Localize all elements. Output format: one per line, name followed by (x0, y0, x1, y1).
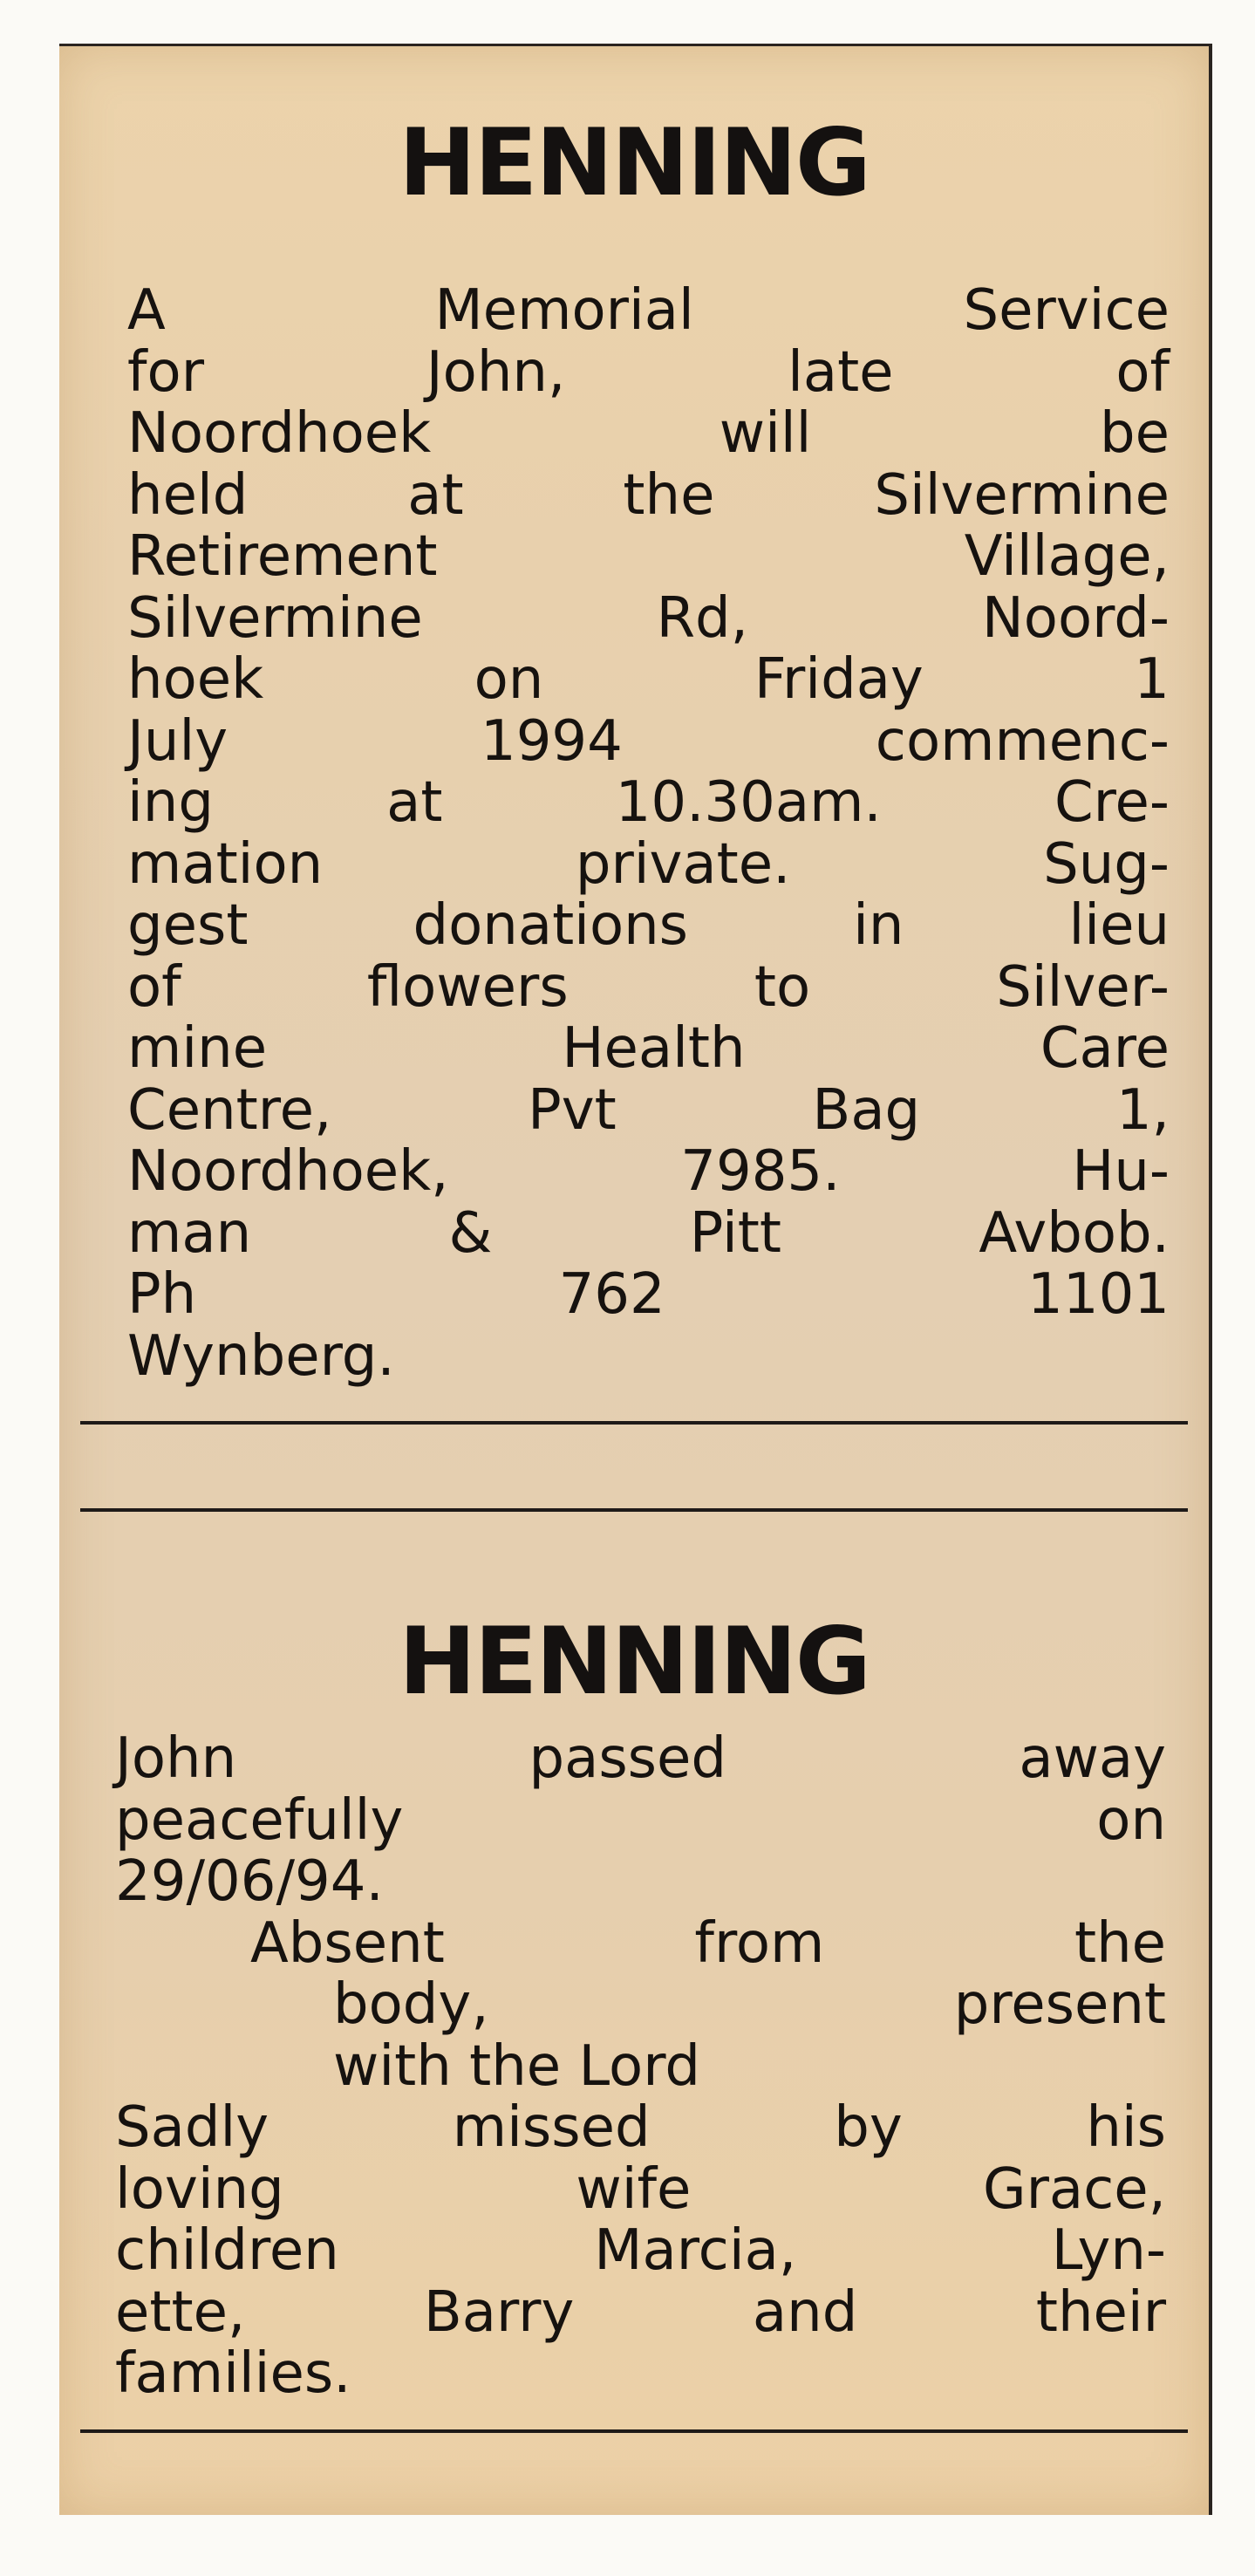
text-line: ette, Barry and their (115, 2279, 1166, 2345)
text-line: man & Pitt Avbob. (127, 1200, 1170, 1266)
death-notice-text (115, 1728, 1166, 2405)
divider-rule (80, 1508, 1188, 1512)
newspaper-clipping (59, 44, 1212, 2515)
memorial-notice (59, 46, 1209, 1425)
text-line: for John, late of (127, 339, 1170, 405)
text-line: John passed away (115, 1726, 1166, 1791)
bottom-rule (80, 2429, 1188, 2433)
memorial-notice-heading: HENNING (399, 109, 870, 216)
text-line: loving wife Grace, (115, 2156, 1166, 2222)
text-line: held at the Silvermine (127, 462, 1170, 528)
text-line: of flowers to Silver- (127, 954, 1170, 1020)
memorial-notice-text (127, 280, 1170, 1387)
text-line: body, present (333, 1972, 1166, 2037)
text-line: mine Health Care (127, 1016, 1170, 1081)
text-line: Noordhoek will be (127, 401, 1170, 466)
text-line: mation private. Sug- (127, 831, 1170, 897)
text-line: Centre, Pvt Bag 1, (127, 1077, 1170, 1143)
text-line: Retirement Village, (127, 524, 1170, 589)
text-line: peacefully on (115, 1787, 1166, 1853)
text-line: Ph 762 1101 (127, 1262, 1170, 1327)
death-notice-heading: HENNING (399, 1608, 870, 1715)
text-line: ing at 10.30am. Cre- (127, 770, 1170, 835)
text-line: families. (115, 2341, 351, 2406)
divider-rule (80, 1421, 1188, 1425)
text-line: children Marcia, Lyn- (115, 2218, 1166, 2283)
text-line: July 1994 commenc- (127, 708, 1170, 774)
text-line: Wynberg. (127, 1323, 395, 1389)
text-line: 29/06/94. (115, 1849, 384, 1914)
text-line: Sadly missed by his (115, 2095, 1166, 2160)
text-line: A Memorial Service (127, 278, 1170, 343)
death-notice (59, 1529, 1209, 2471)
text-line: gest donations in lieu (127, 893, 1170, 958)
text-line: with the Lord (333, 2033, 700, 2099)
text-line: Noordhoek, 7985. Hu- (127, 1139, 1170, 1204)
text-line: Absent from the (250, 1910, 1166, 1976)
text-line: Silvermine Rd, Noord- (127, 585, 1170, 651)
text-line: hoek on Friday 1 (127, 647, 1170, 712)
